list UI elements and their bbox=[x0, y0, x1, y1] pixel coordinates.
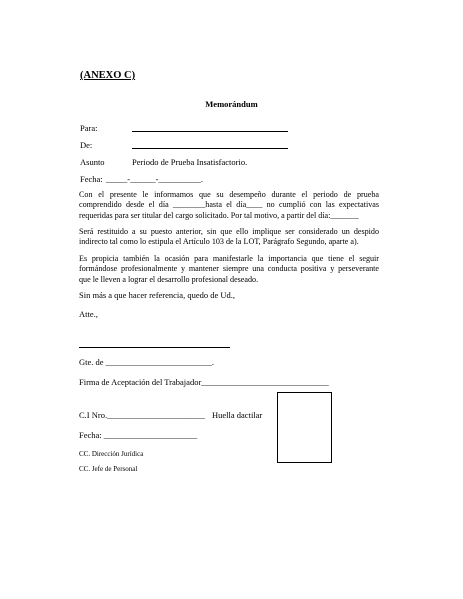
paragraph-3 bbox=[79, 254, 379, 285]
paragraph-1-line: requeridas para ser titular del cargo solicitado. Por tal motivo, a partir del día:_______ bbox=[79, 210, 359, 220]
fingerprint-box bbox=[277, 392, 332, 463]
atte-text: Atte., bbox=[79, 309, 98, 319]
signature-line bbox=[79, 347, 230, 348]
de-line bbox=[132, 148, 288, 149]
annex-title: (ANEXO C) bbox=[80, 70, 136, 81]
para-label: Para: bbox=[80, 123, 98, 133]
ci-label: C.I Nro._______________________ bbox=[79, 410, 205, 420]
paragraph-3-line: formándose profesionalmente y mantener siempre una conducta positiva y perseverante bbox=[79, 264, 379, 274]
fecha2-label: Fecha: ______________________ bbox=[79, 430, 198, 440]
paragraph-3-line: Es propicia también la ocasión para manifestarle la importancia que tiene el seguir bbox=[79, 254, 379, 263]
paragraph-1-line: Con el presente le informamos que su desempeño durante el periodo de prueba bbox=[79, 190, 379, 199]
paragraph-1 bbox=[79, 190, 379, 221]
firma-label: Firma de Aceptación del Trabajador______________________________ bbox=[79, 377, 329, 387]
paragraph-3-line: que le lleven a lograr el desarrollo profesional deseado. bbox=[79, 274, 259, 284]
asunto-value: Periodo de Prueba Insatisfactorio. bbox=[132, 157, 248, 167]
cc-jefe: CC. Jefe de Personal bbox=[79, 465, 138, 473]
de-label: De: bbox=[80, 140, 93, 150]
paragraph-1-line: comprendido desde el día ________hasta el día____ no cumplió con las expectativas bbox=[79, 200, 379, 210]
closing-text: Sin más a que hacer referencia, quedo de Ud., bbox=[79, 290, 236, 300]
fecha-label: Fecha: bbox=[80, 174, 103, 184]
paragraph-2-line: indirecto tal como lo estipula el Artículo 103 de la LOT, Parágrafo Segundo, aparte a). bbox=[79, 237, 359, 247]
fecha-blank: _____-______-__________. bbox=[106, 174, 204, 184]
para-line bbox=[132, 131, 288, 132]
asunto-label: Asunto bbox=[80, 157, 105, 167]
memo-title: Memorándum bbox=[205, 99, 258, 109]
cc-direccion: CC. Dirección Jurídica bbox=[79, 450, 144, 458]
huella-label: Huella dactilar bbox=[212, 410, 263, 420]
paragraph-2 bbox=[79, 227, 379, 248]
paragraph-2-line: Será restituido a su puesto anterior, sin que ello implique ser considerado un despido bbox=[79, 227, 379, 236]
gte-label: Gte. de _________________________. bbox=[79, 357, 215, 367]
